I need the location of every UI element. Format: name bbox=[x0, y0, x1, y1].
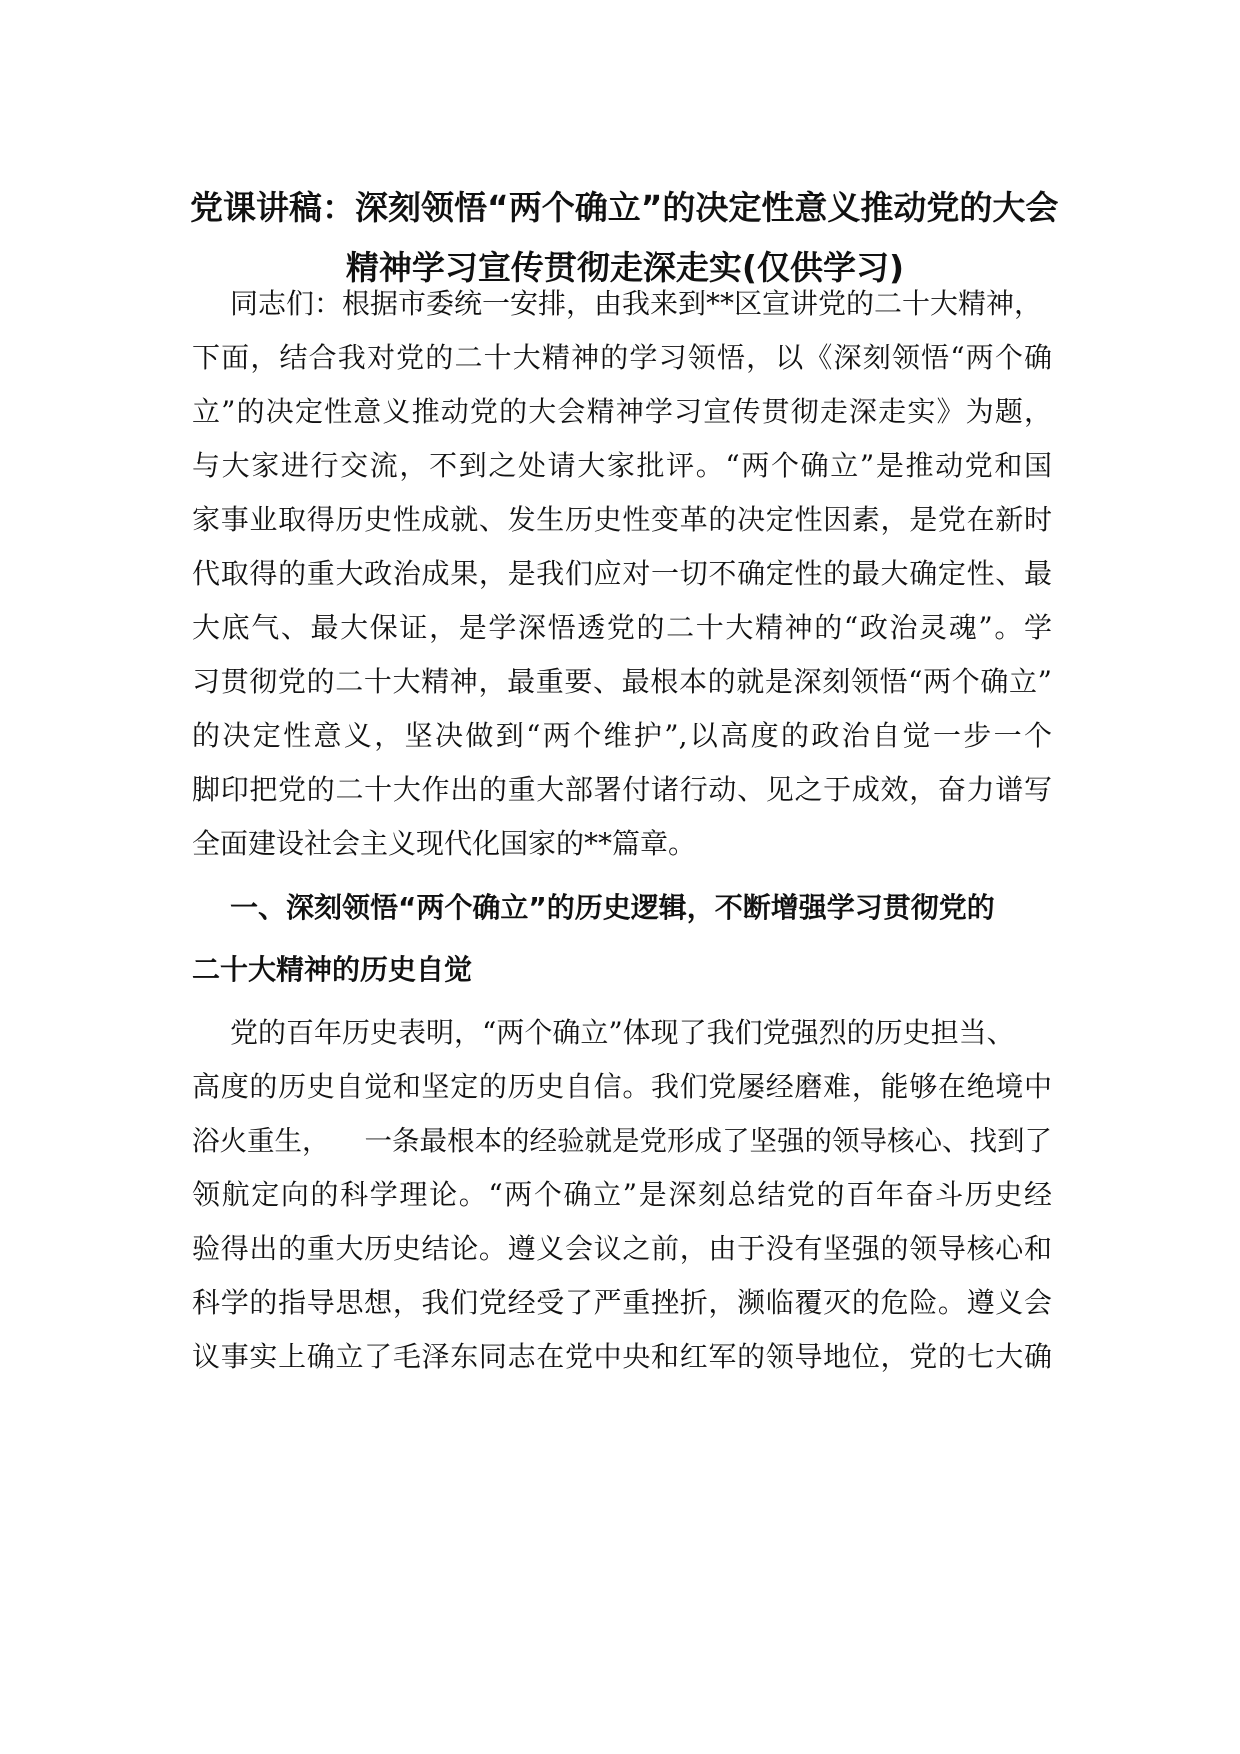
paragraph-line: 议事实上确立了毛泽东同志在党中央和红军的领导地位，党的七大确 bbox=[192, 1340, 1052, 1373]
paragraph-line: 全面建设社会主义现代化国家的**篇章。 bbox=[192, 827, 697, 860]
document-title-line-1: 党课讲稿：深刻领悟“两个确立”的决定性意义推动党的大会 bbox=[190, 188, 1059, 227]
paragraph-line: 的决定性意义，坚决做到“两个维护”,以高度的政治自觉一步一个 bbox=[192, 719, 1052, 752]
paragraph-line: 与大家进行交流，不到之处请大家批评。“两个确立”是推动党和国 bbox=[192, 449, 1052, 482]
paragraph-line: 科学的指导思想，我们党经受了严重挫折，濒临覆灭的危险。遵义会 bbox=[192, 1286, 1052, 1319]
paragraph-line: 党的百年历史表明，“两个确立”体现了我们党强烈的历史担当、 bbox=[230, 1016, 1015, 1049]
document-title-line-2: 精神学习宣传贯彻走深走实(仅供学习) bbox=[345, 248, 905, 287]
paragraph-line: 家事业取得历史性成就、发生历史性变革的决定性因素，是党在新时 bbox=[192, 503, 1052, 536]
section-heading-line: 一、深刻领悟“两个确立”的历史逻辑，不断增强学习贯彻党的 bbox=[230, 891, 995, 924]
paragraph-line: 浴火重生， 一条最根本的经验就是党形成了坚强的领导核心、找到了 bbox=[192, 1125, 1052, 1157]
paragraph-line: 代取得的重大政治成果，是我们应对一切不确定性的最大确定性、最 bbox=[192, 557, 1052, 590]
paragraph-line: 脚印把党的二十大作出的重大部署付诸行动、见之于成效，奋力谱写 bbox=[192, 773, 1052, 806]
paragraph-line: 下面，结合我对党的二十大精神的学习领悟，以《深刻领悟“两个确 bbox=[192, 341, 1052, 374]
paragraph-line: 同志们：根据市委统一安排，由我来到**区宣讲党的二十大精神， bbox=[230, 287, 1043, 320]
paragraph-line: 高度的历史自觉和坚定的历史自信。我们党屡经磨难，能够在绝境中 bbox=[192, 1070, 1052, 1103]
paragraph-line: 领航定向的科学理论。“两个确立”是深刻总结党的百年奋斗历史经 bbox=[192, 1178, 1052, 1211]
paragraph-line: 大底气、最大保证，是学深悟透党的二十大精神的“政治灵魂”。学 bbox=[192, 611, 1052, 644]
paragraph-line: 立”的决定性意义推动党的大会精神学习宣传贯彻走深走实》为题， bbox=[192, 395, 1052, 428]
section-heading-line: 二十大精神的历史自觉 bbox=[192, 953, 473, 986]
paragraph-line: 习贯彻党的二十大精神，最重要、最根本的就是深刻领悟“两个确立” bbox=[192, 665, 1052, 698]
paragraph-line: 验得出的重大历史结论。遵义会议之前，由于没有坚强的领导核心和 bbox=[192, 1232, 1052, 1265]
